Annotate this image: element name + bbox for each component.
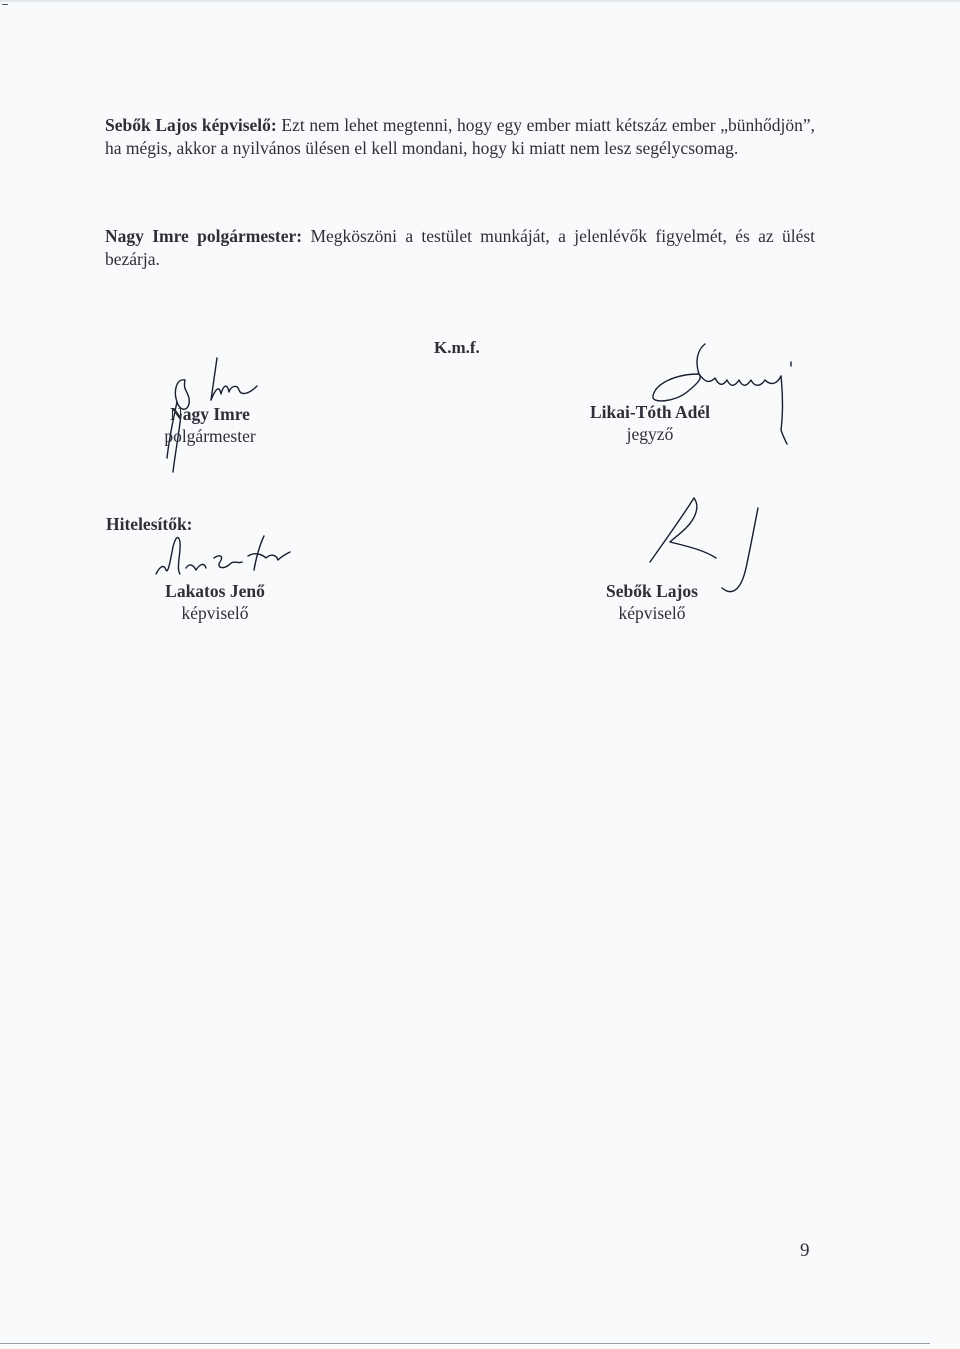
notary-role: jegyző — [626, 424, 674, 444]
sebok-name: Sebők Lajos — [606, 581, 698, 601]
paragraph-text: Megköszöni a testület munkáját, a jelenlévők figyelmét, és az ülést bezárja. — [105, 226, 816, 269]
lakatos-role: képviselő — [181, 603, 249, 623]
lakatos-signature — [150, 522, 300, 582]
authenticators-heading: Hitelesítők: — [106, 514, 193, 534]
signature-block-lakatos — [150, 580, 280, 624]
speaker-label: Nagy Imre polgármester: — [105, 226, 303, 246]
notary-name: Likai-Tóth Adél — [589, 402, 711, 422]
page-number: 9 — [800, 1240, 810, 1261]
kmf-label: K.m.f. — [434, 338, 480, 357]
sebok-role: képviselő — [618, 603, 686, 623]
corner-mark — [2, 4, 8, 5]
mayor-name: Nagy Imre — [170, 404, 250, 424]
signature-block-sebok — [590, 580, 714, 624]
bottom-scan-edge — [0, 1343, 930, 1344]
paragraph-sebok — [105, 114, 815, 160]
lakatos-name: Lakatos Jenő — [165, 581, 265, 601]
signature-block-mayor — [150, 403, 270, 447]
speaker-label: Sebők Lajos képviselő: — [105, 115, 277, 135]
signature-block-notary — [580, 401, 720, 445]
top-scan-edge — [0, 0, 960, 2]
paragraph-nagy — [105, 225, 815, 271]
mayor-role: polgármester — [164, 426, 256, 446]
paragraph-text: Ezt nem lehet megtenni, hogy egy ember miatt kétszáz ember „bünhődjön”, ha mégis, akkor a nyilvános ülésen el kell mondani, hogy ki miatt nem lesz segélycsomag. — [105, 115, 815, 158]
